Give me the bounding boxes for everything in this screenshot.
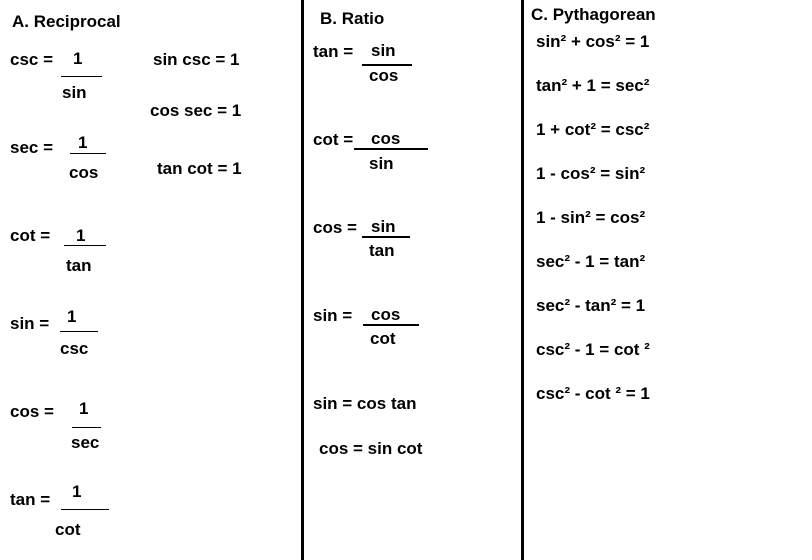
reciprocal-cos-denominator: sec <box>71 433 100 452</box>
reciprocal-product-cos-sec: cos sec = 1 <box>150 101 242 120</box>
reciprocal-sin-label: sin = <box>10 314 50 333</box>
ratio-sin-fraction-bar <box>363 324 419 326</box>
ratio-cos-label: cos = <box>313 218 357 237</box>
pythagorean-identity-8: csc² - 1 = cot ² <box>536 340 650 359</box>
ratio-equation-sin: sin = cos tan <box>313 394 417 413</box>
reciprocal-csc-denominator: sin <box>62 83 87 102</box>
ratio-tan-numerator: sin <box>371 41 396 60</box>
pythagorean-identity-7: sec² - tan² = 1 <box>536 296 646 315</box>
ratio-tan-label: tan = <box>313 42 354 61</box>
pythagorean-identity-6: sec² - 1 = tan² <box>536 252 646 271</box>
ratio-tan-denominator: cos <box>369 66 399 85</box>
reciprocal-csc-numerator: 1 <box>73 49 83 68</box>
ratio-sin-denominator: cot <box>370 329 396 348</box>
reciprocal-product-sin-csc: sin csc = 1 <box>153 50 240 69</box>
reciprocal-sec-denominator: cos <box>69 163 99 182</box>
divider-left <box>301 0 304 560</box>
reciprocal-sec-label: sec = <box>10 138 54 157</box>
reciprocal-sin-denominator: csc <box>60 339 89 358</box>
ratio-sin-numerator: cos <box>371 305 401 324</box>
reciprocal-csc-label: csc = <box>10 50 54 69</box>
ratio-cot-fraction-bar <box>354 148 428 150</box>
reciprocal-cot-label: cot = <box>10 226 51 245</box>
pythagorean-identity-9: csc² - cot ² = 1 <box>536 384 650 403</box>
ratio-sin-label: sin = <box>313 306 353 325</box>
pythagorean-heading: C. Pythagorean <box>531 5 656 24</box>
pythagorean-identity-2: tan² + 1 = sec² <box>536 76 650 95</box>
reciprocal-cos-label: cos = <box>10 402 54 421</box>
ratio-cos-denominator: tan <box>369 241 395 260</box>
reciprocal-sin-fraction-bar <box>60 331 98 332</box>
pythagorean-identity-4: 1 - cos² = sin² <box>536 164 646 183</box>
ratio-cos-numerator: sin <box>371 217 396 236</box>
reciprocal-sin-numerator: 1 <box>67 307 77 326</box>
ratio-cot-denominator: sin <box>369 154 394 173</box>
pythagorean-identity-1: sin² + cos² = 1 <box>536 32 650 51</box>
reciprocal-cot-denominator: tan <box>66 256 92 275</box>
reciprocal-cos-numerator: 1 <box>79 399 89 418</box>
reciprocal-csc-fraction-bar <box>61 76 102 77</box>
ratio-heading: B. Ratio <box>320 9 385 28</box>
reciprocal-product-tan-cot: tan cot = 1 <box>157 159 242 178</box>
ratio-equation-cos: cos = sin cot <box>319 439 423 458</box>
reciprocal-cos-fraction-bar <box>72 427 101 428</box>
reciprocal-sec-fraction-bar <box>70 153 106 154</box>
reciprocal-cot-numerator: 1 <box>76 226 86 245</box>
ratio-cos-fraction-bar <box>362 236 410 238</box>
reciprocal-sec-numerator: 1 <box>78 133 88 152</box>
ratio-cot-numerator: cos <box>371 129 401 148</box>
reciprocal-tan-denominator: cot <box>55 520 81 539</box>
reciprocal-tan-numerator: 1 <box>72 482 82 501</box>
reciprocal-tan-fraction-bar <box>61 509 109 510</box>
pythagorean-identity-5: 1 - sin² = cos² <box>536 208 646 227</box>
ratio-cot-label: cot = <box>313 130 354 149</box>
reciprocal-cot-fraction-bar <box>64 245 106 246</box>
divider-right <box>521 0 524 560</box>
pythagorean-identity-3: 1 + cot² = csc² <box>536 120 650 139</box>
reciprocal-tan-label: tan = <box>10 490 51 509</box>
reciprocal-heading: A. Reciprocal <box>12 12 121 31</box>
